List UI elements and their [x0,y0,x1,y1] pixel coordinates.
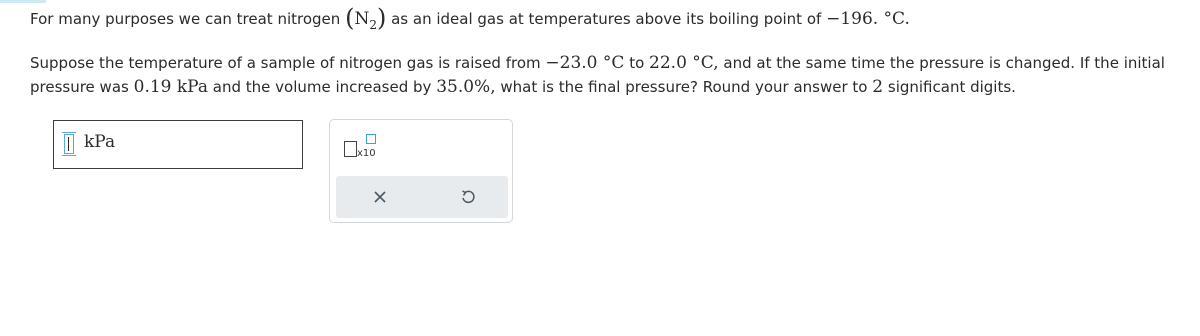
undo-button[interactable] [448,182,488,212]
clear-button[interactable] [360,182,400,212]
sig-figs: 2 [872,77,884,97]
initial-temperature: −23.0 °C [545,53,625,73]
palette-action-tray [336,176,508,218]
math-palette [329,119,513,223]
x10-label: x10 [357,148,376,159]
base-box-icon [344,141,357,157]
question-text: For many purposes we can treat nitrogen [30,10,341,28]
final-temperature: 22.0 °C, [649,53,719,73]
exponent-box-icon [366,134,376,144]
answer-input[interactable] [53,120,303,169]
question-line-1 [30,6,910,37]
boiling-point-value: −196. °C. [826,9,910,29]
question-text: significant digits. [887,78,1016,96]
question-text: Suppose the temperature of a sample of nitrogen gas is raised from [30,54,541,72]
top-accent-bar [0,0,46,3]
answer-cursor-box[interactable] [64,134,74,154]
formula-symbol: N [354,9,370,29]
question-text: to [629,54,645,72]
initial-pressure: 0.19 kPa [133,77,208,97]
formula-subscript: 2 [369,18,377,32]
question-text: and at the same time the pressure is changed. If the initial pressure was [30,54,1165,96]
question-text: and the volume increased by [212,78,432,96]
formula-n2: $(N_2)$ [345,4,387,32]
question-paragraph [30,51,1170,99]
scientific-notation-button[interactable] [344,134,384,166]
volume-increase: 35.0%, [436,77,496,97]
undo-icon [460,189,476,205]
question-text: as an ideal gas at temperatures above its boiling point of [391,10,822,28]
x-icon [373,190,387,204]
answer-unit: kPa [84,132,116,152]
question-text: what is the final pressure? Round your answer to [500,78,868,96]
